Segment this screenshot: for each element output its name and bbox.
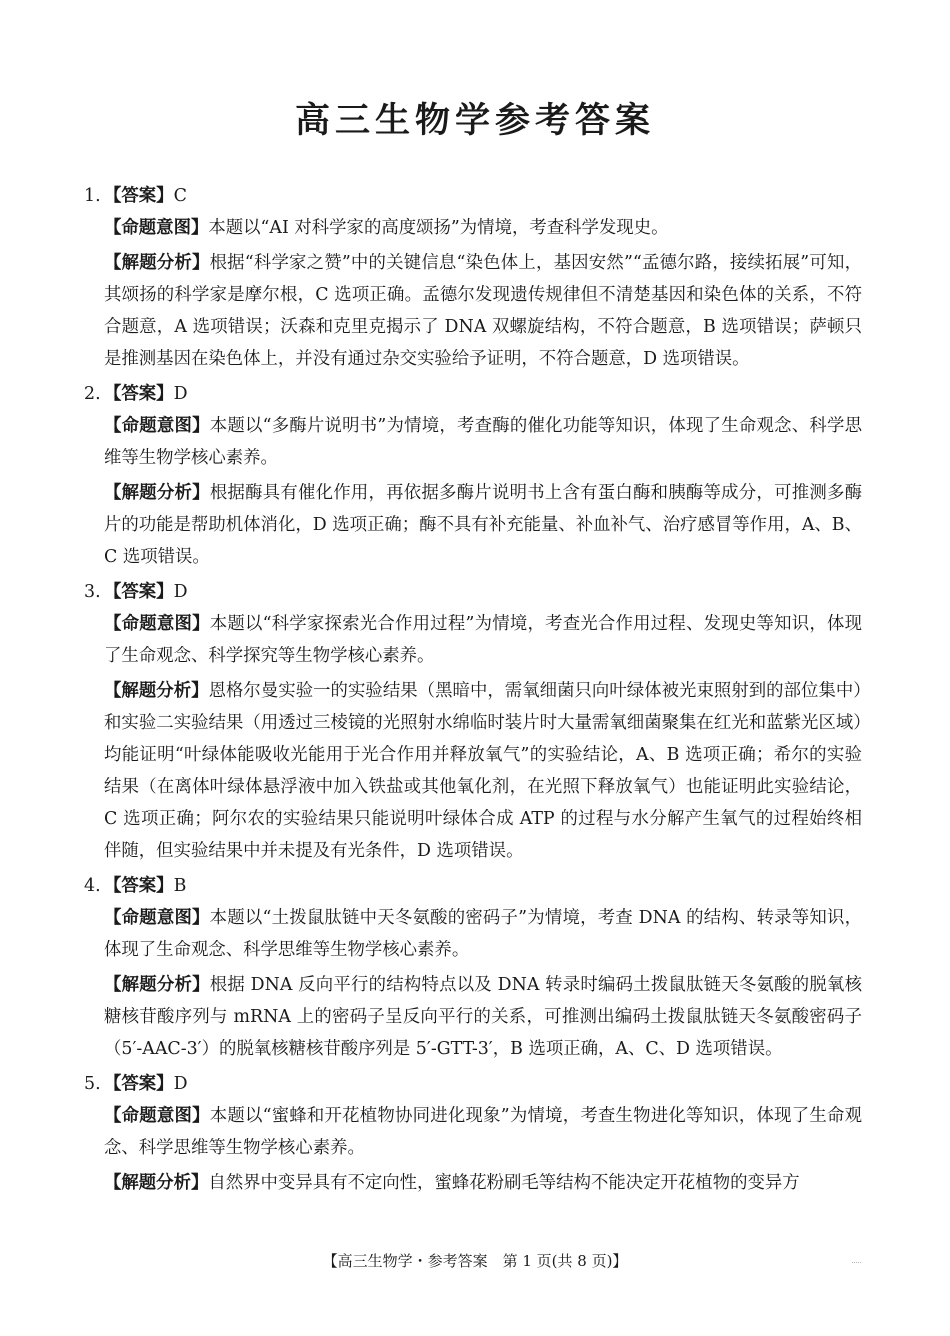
analysis-text: 根据“科学家之赞”中的关键信息“染色体上，基因安然”“孟德尔路，接续拓展”可知，其颂扬的科学家是摩尔根，C 选项正确。孟德尔发现遗传规律但不清楚基因和染色体的关系，不符合题意，A 选项错误；沃森和克里克揭示了 DNA 双螺旋结构，不符合题意，B 选项错误；萨顿只是推测基因在染色体上，并没有通过杂交实验给予证明，不符合题意，D 选项错误。 bbox=[104, 253, 862, 369]
intent-label: 【命题意图】 bbox=[104, 218, 209, 238]
question-4 bbox=[84, 870, 862, 1065]
question-3 bbox=[84, 576, 862, 867]
answer-line bbox=[84, 1068, 862, 1100]
answer-label: 【答案】 bbox=[104, 384, 174, 404]
page-footer: 【高三生物学・参考答案 第 1 页(共 8 页)】 bbox=[322, 1252, 628, 1270]
analysis-paragraph bbox=[84, 247, 862, 375]
answer-list bbox=[84, 180, 862, 1202]
intent-paragraph bbox=[84, 410, 862, 474]
intent-paragraph bbox=[84, 902, 862, 966]
intent-label: 【命题意图】 bbox=[104, 908, 210, 928]
answer-value: B bbox=[173, 876, 187, 896]
intent-label: 【命题意图】 bbox=[104, 1106, 210, 1126]
answer-line bbox=[84, 576, 862, 608]
analysis-label: 【解题分析】 bbox=[104, 253, 210, 273]
analysis-label: 【解题分析】 bbox=[104, 975, 210, 995]
question-number: 1. bbox=[84, 186, 101, 206]
analysis-label: 【解题分析】 bbox=[104, 483, 210, 503]
intent-text: 本题以“土拨鼠肽链中天冬氨酸的密码子”为情境，考查 DNA 的结构、转录等知识，体现了生命观念、科学思维等生物学核心素养。 bbox=[104, 908, 862, 960]
analysis-paragraph bbox=[84, 675, 862, 867]
page-title: 高三生物学参考答案 bbox=[294, 101, 655, 141]
intent-paragraph bbox=[84, 212, 862, 244]
analysis-paragraph bbox=[84, 969, 862, 1065]
answer-line bbox=[84, 378, 862, 410]
question-number: 5. bbox=[84, 1074, 101, 1094]
analysis-paragraph bbox=[84, 477, 862, 573]
question-5 bbox=[84, 1068, 862, 1199]
answer-line bbox=[84, 180, 862, 212]
answer-label: 【答案】 bbox=[104, 1074, 174, 1094]
answer-value: D bbox=[173, 1074, 188, 1094]
answer-value: C bbox=[173, 186, 187, 206]
question-number: 2. bbox=[84, 384, 101, 404]
question-2 bbox=[84, 378, 862, 573]
answer-line bbox=[84, 870, 862, 902]
intent-text: 本题以“科学家探索光合作用过程”为情境，考查光合作用过程、发现史等知识，体现了生命观念、科学探究等生物学核心素养。 bbox=[104, 614, 862, 666]
intent-text: 本题以“蜜蜂和开花植物协同进化现象”为情境，考查生物进化等知识，体现了生命观念、科学思维等生物学核心素养。 bbox=[104, 1106, 862, 1158]
answer-value: D bbox=[173, 582, 188, 602]
analysis-text: 根据酶具有催化作用，再依据多酶片说明书上含有蛋白酶和胰酶等成分，可推测多酶片的功能是帮助机体消化，D 选项正确；酶不具有补充能量、补血补气、治疗感冒等作用，A、B、C 选项错误。 bbox=[104, 483, 862, 567]
question-number: 4. bbox=[84, 876, 101, 896]
analysis-text: 自然界中变异具有不定向性，蜜蜂花粉刷毛等结构不能决定开花植物的变异方 bbox=[208, 1173, 800, 1193]
intent-paragraph bbox=[84, 1100, 862, 1164]
answer-label: 【答案】 bbox=[104, 582, 174, 602]
intent-label: 【命题意图】 bbox=[104, 416, 210, 436]
analysis-paragraph bbox=[84, 1167, 862, 1199]
analysis-text: 恩格尔曼实验一的实验结果（黑暗中，需氧细菌只向叶绿体被光束照射到的部位集中）和实验二实验结果（用透过三棱镜的光照射水绵临时装片时大量需氧细菌聚集在红光和蓝紫光区域）均能证明“叶绿体能吸收光能用于光合作用并释放氧气”的实验结论，A、B 选项正确；希尔的实验结果（在离体叶绿体悬浮液中加入铁盐或其他氧化剂，在光照下释放氧气）也能证明此实验结论，C 选项正确；阿尔农的实验结果只能说明叶绿体合成 ATP 的过程与水分解产生氧气的过程始终相伴随，但实验结果中并未提及有光条件，D 选项错误。 bbox=[104, 681, 862, 861]
intent-label: 【命题意图】 bbox=[104, 614, 210, 634]
intent-text: 本题以“AI 对科学家的高度颂扬”为情境，考查科学发现史。 bbox=[208, 218, 669, 238]
answer-value: D bbox=[173, 384, 188, 404]
answer-label: 【答案】 bbox=[104, 876, 174, 896]
question-1 bbox=[84, 180, 862, 375]
intent-text: 本题以“多酶片说明书”为情境，考查酶的催化功能等知识，体现了生命观念、科学思维等生物学核心素养。 bbox=[104, 416, 862, 468]
footer-dots-decoration bbox=[852, 1259, 861, 1263]
analysis-text: 根据 DNA 反向平行的结构特点以及 DNA 转录时编码土拨鼠肽链天冬氨酸的脱氧核糖核苷酸序列与 mRNA 上的密码子呈反向平行的关系，可推测出编码土拨鼠肽链天冬氨酸密码子（5′-AAC-3′）的脱氧核糖核苷酸序列是 5′-GTT-3′，B 选项正确，A、C、D 选项错误。 bbox=[104, 975, 862, 1059]
intent-paragraph bbox=[84, 608, 862, 672]
analysis-label: 【解题分析】 bbox=[104, 1173, 209, 1193]
answer-label: 【答案】 bbox=[104, 186, 174, 206]
analysis-label: 【解题分析】 bbox=[104, 681, 209, 701]
question-number: 3. bbox=[84, 582, 101, 602]
